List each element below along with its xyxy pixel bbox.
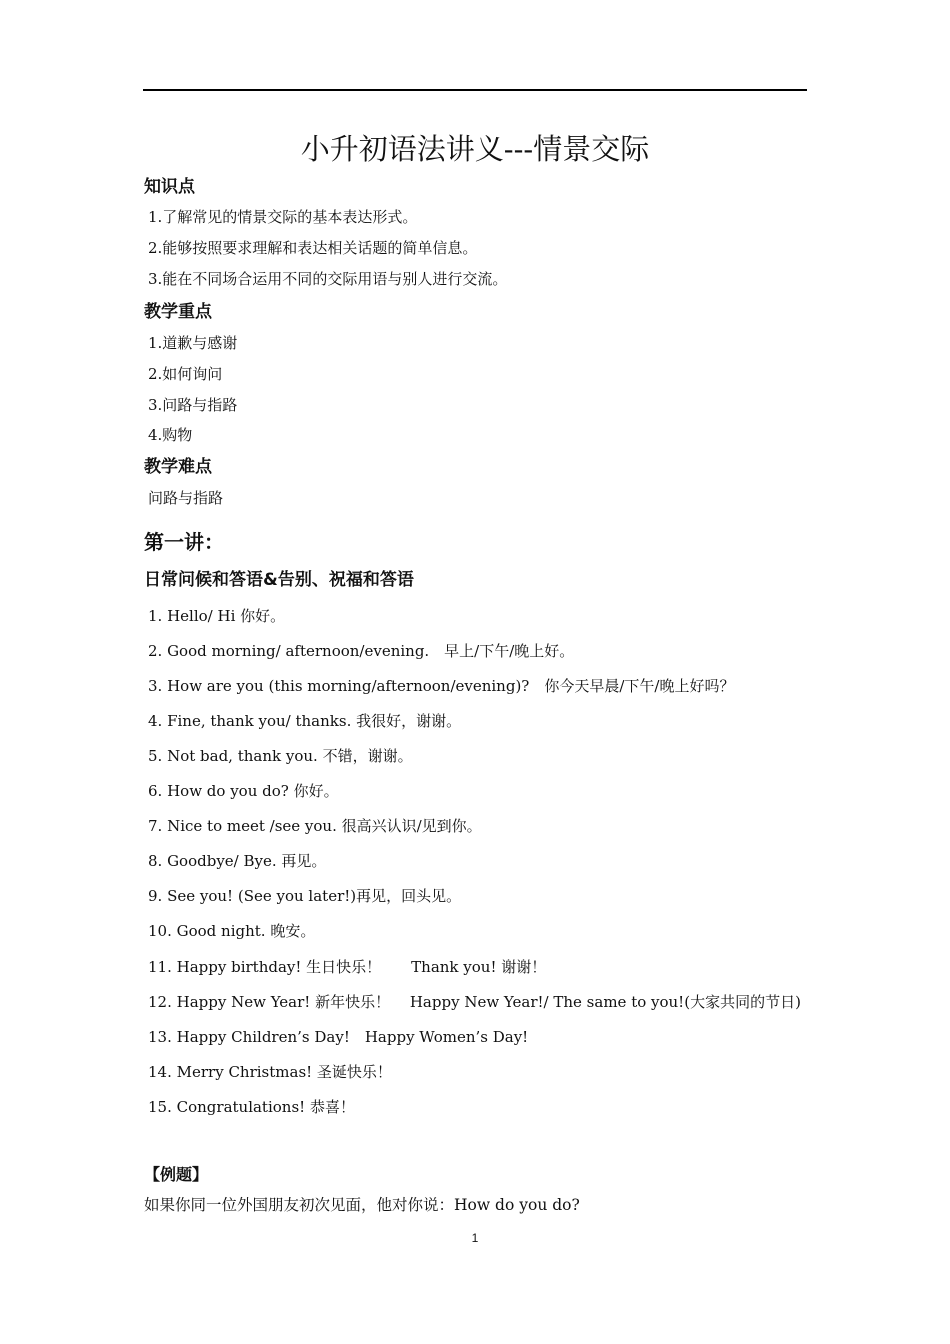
list-item: 3.问路与指路 (148, 396, 238, 414)
list-item: 3.能在不同场合运用不同的交际用语与别人进行交流。 (148, 270, 508, 288)
lecture-heading: 第一讲： (144, 530, 224, 554)
phrase-item: 8. Goodbye/ Bye. 再见。 (148, 852, 327, 870)
header-rule (143, 89, 807, 91)
phrase-item: 15. Congratulations! 恭喜！ (148, 1098, 355, 1116)
phrase-item: 3. How are you (this morning/afternoon/evening)? 你今天早晨/下午/晚上好吗？ (148, 677, 735, 695)
list-item: 1.了解常见的情景交际的基本表达形式。 (148, 208, 418, 226)
phrase-item: 5. Not bad, thank you. 不错，谢谢。 (148, 747, 413, 765)
lecture-subheading: 日常问候和答语&告别、祝福和答语 (144, 570, 414, 590)
phrase-item: 10. Good night. 晚安。 (148, 922, 316, 940)
phrase-item: 2. Good morning/ afternoon/evening. 早上/下午/晚上好。 (148, 642, 575, 660)
list-item: 2.如何询问 (148, 365, 223, 383)
phrase-item: 1. Hello/ Hi 你好。 (148, 607, 286, 625)
example-heading: 【例题】 (144, 1165, 209, 1184)
phrase-item: 11. Happy birthday! 生日快乐！ Thank you! 谢谢！ (148, 958, 547, 976)
list-item: 4.购物 (148, 426, 193, 444)
page-title: 小升初语法讲义---情景交际 (300, 132, 650, 166)
phrase-item: 12. Happy New Year! 新年快乐！ Happy New Year!/ The same to you!(大家共同的节日) (148, 993, 801, 1011)
page-number: 1 (471, 1231, 479, 1245)
phrase-item: 4. Fine, thank you/ thanks. 我很好，谢谢。 (148, 712, 462, 730)
section-heading-knowledge: 知识点 (144, 177, 195, 197)
list-item: 问路与指路 (148, 489, 224, 507)
section-heading-key-points: 教学重点 (144, 302, 212, 322)
section-heading-difficulty: 教学难点 (144, 457, 212, 477)
example-question: 如果你同一位外国朋友初次见面，他对你说：How do you do? (144, 1196, 580, 1214)
phrase-item: 9. See you! (See you later!)再见，回头见。 (148, 887, 462, 905)
phrase-item: 7. Nice to meet /see you. 很高兴认识/见到你。 (148, 817, 482, 835)
phrase-item: 13. Happy Children’s Day! Happy Women’s Day! (148, 1028, 529, 1046)
list-item: 2.能够按照要求理解和表达相关话题的简单信息。 (148, 239, 478, 257)
list-item: 1.道歉与感谢 (148, 334, 238, 352)
phrase-item: 6. How do you do? 你好。 (148, 782, 339, 800)
phrase-item: 14. Merry Christmas! 圣诞快乐！ (148, 1063, 392, 1081)
